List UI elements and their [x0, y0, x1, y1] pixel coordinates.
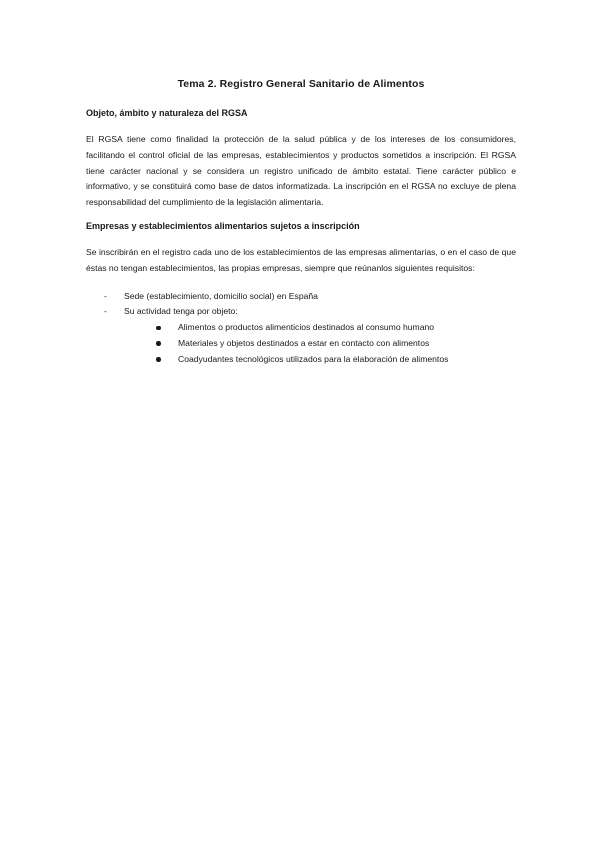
dash-marker: - [104, 306, 107, 317]
section-heading-empresas: Empresas y establecimientos alimentarios sujetos a inscripción [86, 220, 360, 231]
requirements-list [86, 289, 516, 368]
bullet-icon [156, 357, 161, 362]
section-heading-objeto: Objeto, ámbito y naturaleza del RGSA [86, 108, 248, 118]
list-item-requirement [104, 289, 516, 305]
object-text: Alimentos o productos alimenticios destinados al consumo humano [178, 322, 435, 333]
bullet-icon [156, 326, 161, 331]
list-item-object [156, 320, 516, 336]
dash-marker: - [104, 290, 107, 301]
requirement-text: Su actividad tenga por objeto: [124, 306, 238, 317]
paragraph-objeto: El RGSA tiene como finalidad la protección de la salud pública y de los intereses de los consumidores, facilitando el control oficial de las empresas, establecimientos y productos sometidos a inscripción. El RGSA tiene carácter nacional y se considera un registro unificado de ámbito estatal. Tiene carácter público e informativo, y se constituirá como base de datos informatizada. La inscripción en el RGSA no excluye de plena responsabilidad del cumplimiento de la legislación alimentaria. [86, 134, 516, 208]
document-content [86, 78, 516, 368]
list-item-object [156, 352, 516, 368]
requirement-text: Sede (establecimiento, domicilio social) en España [124, 290, 318, 301]
list-item-object [156, 336, 516, 352]
paragraph-empresas: Se inscribirán en el registro cada uno de los establecimientos de las empresas alimentarias, o en el caso de que éstas no tengan establecimientos, las propias empresas, siempre que reúnanlos siguientes requisitos: [86, 246, 516, 273]
list-item-requirement [104, 304, 516, 367]
object-text: Materiales y objetos destinados a estar en contacto con alimentos [178, 337, 430, 348]
page-title: Tema 2. Registro General Sanitario de Alimentos [177, 78, 425, 90]
bullet-icon [156, 341, 161, 346]
object-text: Coadyudantes tecnológicos utilizados para la elaboración de alimentos [178, 353, 449, 364]
objects-list [124, 320, 516, 367]
